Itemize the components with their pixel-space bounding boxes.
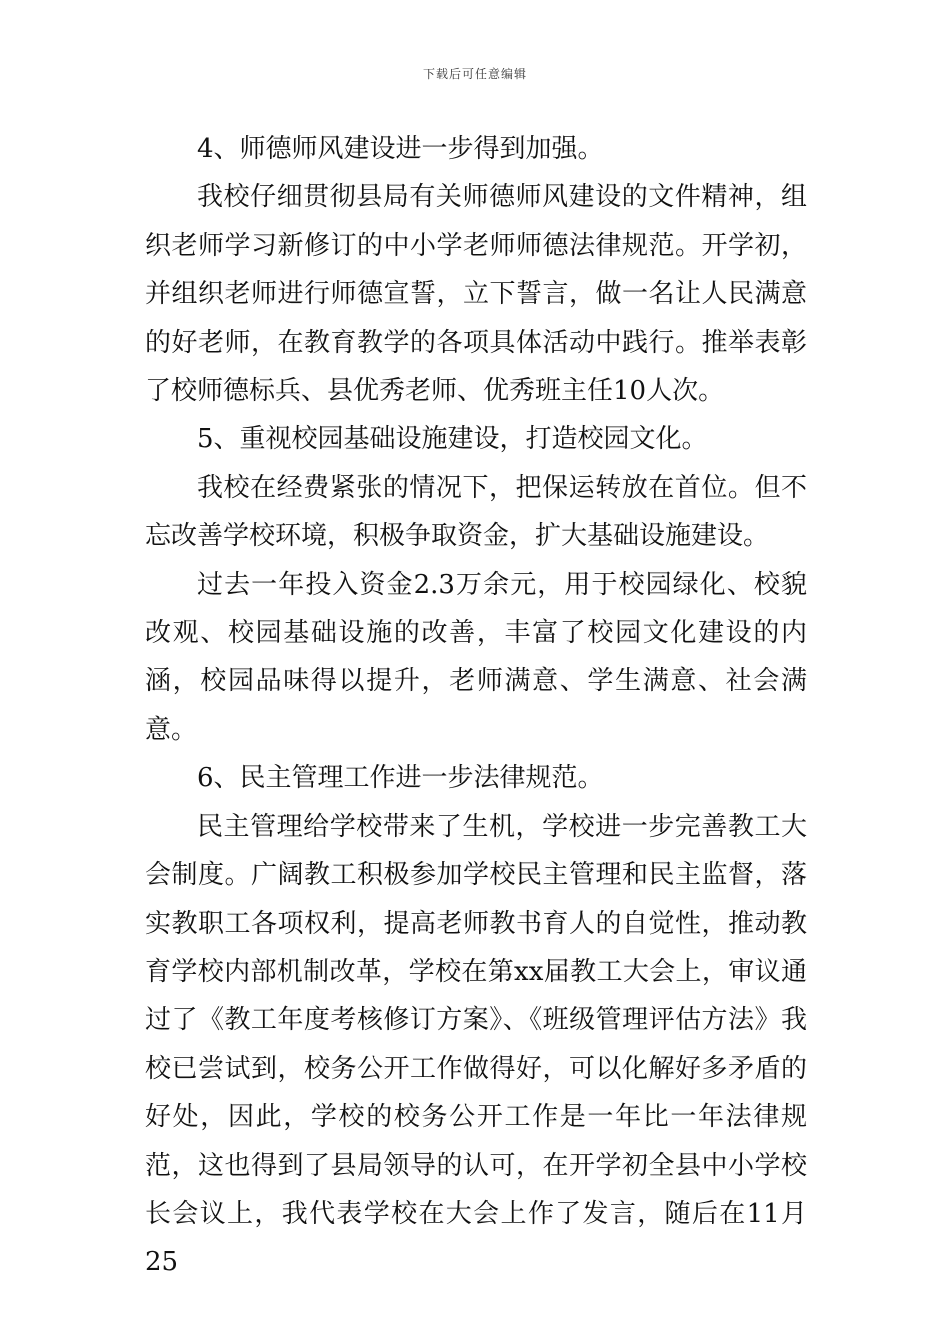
document-body: [145, 125, 807, 1287]
section-heading-6: 6、民主管理工作进一步法律规范。: [197, 763, 604, 794]
paragraph: 我校在经费紧张的情况下，把保运转放在首位。但不忘改善学校环境，积极争取资金，扩大基础设施建设。: [145, 472, 807, 552]
paragraph: 过去一年投入资金2.3万余元，用于校园绿化、校貌改观、校园基础设施的改善，丰富了校园文化建设的内涵，校园品味得以提升，老师满意、学生满意、社会满意。: [145, 569, 807, 745]
section-heading-4: 4、师德师风建设进一步得到加强。: [197, 134, 604, 164]
header-note: 下载后可任意编辑: [422, 67, 527, 81]
paragraph: 民主管理给学校带来了生机，学校进一步完善教工大会制度。广阔教工积极参加学校民主管理和民主监督，落实教职工各项权利，提高老师教书育人的自觉性，推动教育学校内部机制改革，学校在第xx届教工大会上，审议通过了《教工年度考核修订方案》、《班级管理评估方法》我校已尝试到，校务公开工作做得好，可以化解好多矛盾的好处，因此，学校的校务公开工作是一年比一年法律规范，这也得到了县局领导的认可，在开学初全县中小学校长会议上，我代表学校在大会上作了发言，随后在11月25: [145, 811, 807, 1278]
paragraph: 我校仔细贯彻县局有关师德师风建设的文件精神，组织老师学习新修订的中小学老师师德法律规范。开学初，并组织老师进行师德宣誓，立下誓言，做一名让人民满意的好老师，在教育教学的各项具体活动中践行。推举表彰了校师德标兵、县优秀老师、优秀班主任10人次。: [145, 182, 807, 407]
section-heading-5: 5、重视校园基础设施建设，打造校园文化。: [197, 424, 708, 455]
